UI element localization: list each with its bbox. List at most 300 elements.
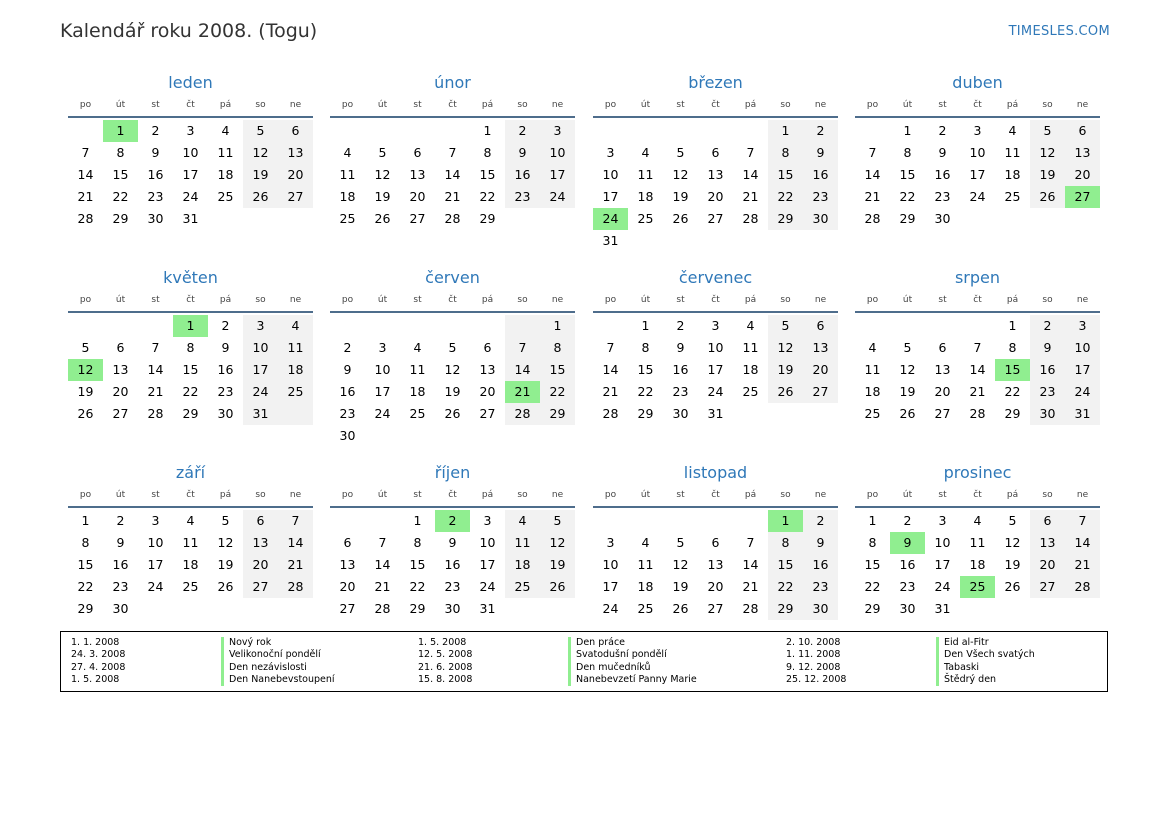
holiday-day: 2 <box>435 510 470 532</box>
calendar-day: 3 <box>378 340 387 355</box>
calendar-day: 15 <box>637 362 654 377</box>
calendar-day: 8 <box>781 145 790 160</box>
calendar-day: 27 <box>287 189 304 204</box>
day-grid <box>68 120 313 252</box>
month-leden <box>68 72 313 252</box>
calendar-day: 15 <box>777 167 794 182</box>
calendar-day: 19 <box>77 384 94 399</box>
weekday-label: po <box>79 100 92 110</box>
calendar-day: 2 <box>903 513 912 528</box>
calendar-day: 23 <box>339 406 356 421</box>
calendar-day: 20 <box>479 384 496 399</box>
calendar-day: 24 <box>182 189 199 204</box>
month-name: září <box>175 463 206 482</box>
calendar-day: 13 <box>252 535 269 550</box>
calendar-day: 8 <box>553 340 562 355</box>
weekday-label: ne <box>814 295 827 305</box>
calendar-day: 29 <box>77 601 94 616</box>
calendar-day: 25 <box>339 211 356 226</box>
calendar-day: 13 <box>339 557 356 572</box>
calendar-day: 19 <box>1039 167 1056 182</box>
holiday-date: 24. 3. 2008 <box>71 649 126 661</box>
month-name: říjen <box>434 463 471 482</box>
calendar-day: 31 <box>707 406 724 421</box>
weekday-label: st <box>676 100 685 110</box>
day-grid <box>330 120 575 252</box>
calendar-day: 17 <box>602 579 619 594</box>
calendar-day: 18 <box>864 384 881 399</box>
holiday-day: 1 <box>103 120 138 142</box>
holiday-date: 9. 12. 2008 <box>786 661 841 673</box>
calendar-day: 9 <box>221 340 230 355</box>
weekday-label: so <box>780 490 791 500</box>
calendar-day: 13 <box>287 145 304 160</box>
holiday-day: 15 <box>995 359 1030 381</box>
calendar-day: 28 <box>969 406 986 421</box>
calendar-day: 31 <box>1074 406 1091 421</box>
month-duben <box>855 72 1100 252</box>
calendar-day: 27 <box>707 211 724 226</box>
calendar-day: 13 <box>934 362 951 377</box>
calendar-day: 14 <box>444 167 461 182</box>
calendar-day: 5 <box>676 145 685 160</box>
calendar-day: 4 <box>413 340 422 355</box>
holiday-name: Štědrý den <box>936 674 996 686</box>
holiday-day: 25 <box>960 576 995 598</box>
calendar-day: 30 <box>339 428 356 443</box>
calendar-day: 8 <box>81 535 90 550</box>
calendar-day: 15 <box>549 362 566 377</box>
weekday-label: st <box>413 490 422 500</box>
calendar-day: 21 <box>742 189 759 204</box>
calendar-day: 28 <box>602 406 619 421</box>
calendar-day: 23 <box>1039 384 1056 399</box>
calendar-day: 21 <box>1074 557 1091 572</box>
calendar-day: 4 <box>641 145 650 160</box>
calendar-day: 11 <box>339 167 356 182</box>
calendar-day: 25 <box>637 601 654 616</box>
month-srpen <box>855 267 1100 447</box>
calendar-day: 5 <box>676 535 685 550</box>
calendar-day: 16 <box>812 557 829 572</box>
weekday-header <box>593 291 838 313</box>
weekday-label: út <box>640 100 651 110</box>
weekday-label: po <box>866 490 879 500</box>
weekday-label: čt <box>711 295 720 305</box>
calendar-day: 6 <box>711 535 720 550</box>
calendar-day: 7 <box>606 340 615 355</box>
calendar-day: 9 <box>676 340 685 355</box>
calendar-day: 13 <box>1074 145 1091 160</box>
calendar-day: 3 <box>256 318 265 333</box>
calendar-day: 30 <box>812 601 829 616</box>
holiday-name: Den práce <box>568 637 625 649</box>
calendar-day: 15 <box>899 167 916 182</box>
calendar-day: 28 <box>1074 579 1091 594</box>
calendar-day: 25 <box>287 384 304 399</box>
weekday-label: st <box>938 100 947 110</box>
calendar-day: 16 <box>147 167 164 182</box>
calendar-day: 1 <box>868 513 877 528</box>
calendar-day: 29 <box>549 406 566 421</box>
calendar-day: 31 <box>934 601 951 616</box>
calendar-day: 14 <box>77 167 94 182</box>
weekday-header <box>330 96 575 118</box>
calendar-day: 14 <box>147 362 164 377</box>
calendar-day: 13 <box>1039 535 1056 550</box>
calendar-day: 9 <box>151 145 160 160</box>
calendar-day: 20 <box>812 362 829 377</box>
calendar-day: 1 <box>553 318 562 333</box>
legend-row <box>418 649 738 661</box>
weekday-label: st <box>676 295 685 305</box>
calendar-day: 15 <box>409 557 426 572</box>
calendar-day: 11 <box>409 362 426 377</box>
calendar-day: 19 <box>672 189 689 204</box>
weekday-label: st <box>938 490 947 500</box>
calendar-day: 17 <box>602 189 619 204</box>
calendar-day: 20 <box>112 384 129 399</box>
calendar-day: 16 <box>1039 362 1056 377</box>
calendar-day: 24 <box>934 579 951 594</box>
calendar-day: 15 <box>77 557 94 572</box>
holiday-legend <box>60 631 1108 692</box>
calendar-day: 11 <box>864 362 881 377</box>
day-grid <box>855 315 1100 447</box>
calendar-day: 21 <box>287 557 304 572</box>
calendar-day: 21 <box>969 384 986 399</box>
day-grid <box>593 510 838 642</box>
calendar-day: 15 <box>479 167 496 182</box>
weekday-header <box>330 486 575 508</box>
weekday-label: so <box>780 100 791 110</box>
brand-link[interactable]: TIMESLES.COM <box>1008 24 1110 39</box>
calendar-day: 1 <box>1008 318 1017 333</box>
holiday-day: 9 <box>890 532 925 554</box>
calendar-day: 17 <box>374 384 391 399</box>
calendar-day: 19 <box>252 167 269 182</box>
calendar-day: 5 <box>553 513 562 528</box>
weekday-header <box>593 486 838 508</box>
weekday-label: pá <box>1006 295 1019 305</box>
day-grid <box>593 120 838 252</box>
calendar-day: 25 <box>409 406 426 421</box>
weekday-label: po <box>79 490 92 500</box>
weekday-header <box>855 291 1100 313</box>
weekday-label: st <box>151 490 160 500</box>
calendar-day: 9 <box>343 362 352 377</box>
weekday-label: po <box>866 295 879 305</box>
legend-row <box>418 637 738 649</box>
calendar-day: 7 <box>868 145 877 160</box>
calendar-day: 23 <box>514 189 531 204</box>
calendar-day: 10 <box>1074 340 1091 355</box>
holiday-date: 21. 6. 2008 <box>418 661 473 673</box>
calendar-day: 11 <box>637 557 654 572</box>
weekday-header <box>68 486 313 508</box>
weekday-label: so <box>517 490 528 500</box>
calendar-day: 22 <box>112 189 129 204</box>
weekday-label: pá <box>219 100 232 110</box>
calendar-day: 3 <box>483 513 492 528</box>
calendar-day: 3 <box>938 513 947 528</box>
calendar-day: 29 <box>777 211 794 226</box>
weekday-label: čt <box>448 100 457 110</box>
calendar-day: 17 <box>252 362 269 377</box>
month-červenec <box>593 267 838 447</box>
calendar-day: 27 <box>707 601 724 616</box>
weekday-label: po <box>341 295 354 305</box>
calendar-day: 19 <box>1004 557 1021 572</box>
calendar-day: 6 <box>343 535 352 550</box>
calendar-day: 5 <box>1043 123 1052 138</box>
legend-column <box>418 637 738 686</box>
calendar-day: 27 <box>1039 579 1056 594</box>
calendar-day: 14 <box>1074 535 1091 550</box>
legend-row <box>71 674 391 686</box>
calendar-day: 5 <box>378 145 387 160</box>
holiday-name: Den Nanebevstoupení <box>221 674 335 686</box>
calendar-day: 19 <box>672 579 689 594</box>
calendar-day: 10 <box>602 557 619 572</box>
calendar-day: 17 <box>147 557 164 572</box>
weekday-label: so <box>1042 295 1053 305</box>
calendar-day: 7 <box>746 145 755 160</box>
calendar-day: 1 <box>903 123 912 138</box>
calendar-day: 25 <box>637 211 654 226</box>
calendar-day: 10 <box>549 145 566 160</box>
weekday-label: čt <box>973 100 982 110</box>
calendar-day: 31 <box>182 211 199 226</box>
holiday-date: 1. 1. 2008 <box>71 637 120 648</box>
calendar-day: 28 <box>514 406 531 421</box>
weekday-header <box>593 96 838 118</box>
calendar-day: 6 <box>816 318 825 333</box>
calendar-day: 20 <box>409 189 426 204</box>
weekday-header <box>330 291 575 313</box>
calendar-day: 28 <box>444 211 461 226</box>
weekday-label: út <box>377 295 388 305</box>
calendar-day: 6 <box>1078 123 1087 138</box>
calendar-day: 7 <box>973 340 982 355</box>
calendar-day: 1 <box>483 123 492 138</box>
calendar-day: 2 <box>816 123 825 138</box>
month-září <box>68 462 313 642</box>
calendar-day: 22 <box>182 384 199 399</box>
calendar-day: 12 <box>1039 145 1056 160</box>
holiday-day: 27 <box>1065 186 1100 208</box>
weekday-header <box>68 291 313 313</box>
weekday-header <box>855 96 1100 118</box>
weekday-label: pá <box>219 295 232 305</box>
calendar-day: 18 <box>1004 167 1021 182</box>
calendar-day: 13 <box>112 362 129 377</box>
calendar-day: 27 <box>339 601 356 616</box>
calendar-day: 7 <box>81 145 90 160</box>
calendar-day: 21 <box>602 384 619 399</box>
calendar-day: 15 <box>864 557 881 572</box>
holiday-day: 12 <box>68 359 103 381</box>
calendar-day: 2 <box>676 318 685 333</box>
holiday-date: 27. 4. 2008 <box>71 661 126 673</box>
month-name: duben <box>952 73 1003 92</box>
calendar-day: 5 <box>448 340 457 355</box>
weekday-label: ne <box>289 490 302 500</box>
holiday-date: 15. 8. 2008 <box>418 673 473 685</box>
calendar-day: 25 <box>1004 189 1021 204</box>
month-říjen <box>330 462 575 642</box>
calendar-day: 2 <box>1043 318 1052 333</box>
calendar-day: 26 <box>252 189 269 204</box>
weekday-label: ne <box>551 100 564 110</box>
calendar-day: 30 <box>444 601 461 616</box>
calendar-day: 11 <box>969 535 986 550</box>
calendar-day: 19 <box>217 557 234 572</box>
calendar-day: 3 <box>711 318 720 333</box>
month-name: srpen <box>954 268 1001 287</box>
calendar-day: 24 <box>1074 384 1091 399</box>
legend-row <box>418 674 738 686</box>
weekday-label: st <box>938 295 947 305</box>
calendar-day: 26 <box>444 406 461 421</box>
weekday-label: út <box>115 100 126 110</box>
calendar-day: 10 <box>147 535 164 550</box>
weekday-label: po <box>604 295 617 305</box>
month-březen <box>593 72 838 252</box>
calendar-day: 12 <box>217 535 234 550</box>
calendar-day: 8 <box>641 340 650 355</box>
calendar-day: 22 <box>479 189 496 204</box>
calendar-day: 19 <box>374 189 391 204</box>
calendar-day: 22 <box>1004 384 1021 399</box>
holiday-name: Nový rok <box>221 637 271 649</box>
calendar-day: 21 <box>444 189 461 204</box>
calendar-day: 11 <box>1004 145 1021 160</box>
calendar-day: 4 <box>973 513 982 528</box>
weekday-label: po <box>79 295 92 305</box>
calendar-day: 22 <box>409 579 426 594</box>
calendar-day: 3 <box>151 513 160 528</box>
holiday-name: Svatodušní pondělí <box>568 649 667 661</box>
calendar-day: 27 <box>812 384 829 399</box>
calendar-day: 7 <box>448 145 457 160</box>
calendar-day: 27 <box>112 406 129 421</box>
calendar-day: 11 <box>182 535 199 550</box>
calendar-day: 11 <box>514 535 531 550</box>
calendar-day: 29 <box>409 601 426 616</box>
weekday-label: pá <box>1006 490 1019 500</box>
calendar-day: 23 <box>934 189 951 204</box>
calendar-day: 7 <box>151 340 160 355</box>
holiday-name: Den mučedníků <box>568 662 650 674</box>
weekday-label: út <box>377 490 388 500</box>
calendar-day: 6 <box>938 340 947 355</box>
calendar-day: 16 <box>514 167 531 182</box>
weekday-label: út <box>902 295 913 305</box>
weekday-label: čt <box>973 295 982 305</box>
calendar-day: 12 <box>672 167 689 182</box>
calendar-day: 6 <box>1043 513 1052 528</box>
month-name: únor <box>434 73 471 92</box>
holiday-date: 25. 12. 2008 <box>786 673 847 685</box>
weekday-label: so <box>517 295 528 305</box>
calendar-day: 28 <box>147 406 164 421</box>
calendar-day: 26 <box>1004 579 1021 594</box>
calendar-day: 14 <box>287 535 304 550</box>
weekday-label: pá <box>744 100 757 110</box>
calendar-day: 23 <box>899 579 916 594</box>
calendar-day: 13 <box>409 167 426 182</box>
calendar-day: 16 <box>899 557 916 572</box>
calendar-day: 14 <box>602 362 619 377</box>
calendar-day: 8 <box>483 145 492 160</box>
weekday-label: ne <box>814 100 827 110</box>
calendar-day: 5 <box>781 318 790 333</box>
calendar-day: 24 <box>549 189 566 204</box>
weekday-label: so <box>780 295 791 305</box>
calendar-day: 22 <box>777 189 794 204</box>
month-únor <box>330 72 575 252</box>
calendar-day: 13 <box>479 362 496 377</box>
calendar-day: 24 <box>147 579 164 594</box>
calendar-day: 20 <box>287 167 304 182</box>
calendar-day: 17 <box>934 557 951 572</box>
calendar-day: 12 <box>374 167 391 182</box>
weekday-label: po <box>604 100 617 110</box>
weekday-label: út <box>115 490 126 500</box>
calendar-day: 5 <box>221 513 230 528</box>
calendar-day: 20 <box>339 579 356 594</box>
calendar-day: 16 <box>217 362 234 377</box>
calendar-day: 29 <box>112 211 129 226</box>
calendar-day: 29 <box>864 601 881 616</box>
weekday-label: st <box>676 490 685 500</box>
month-name: listopad <box>683 463 748 482</box>
calendar-day: 3 <box>606 535 615 550</box>
calendar-day: 13 <box>707 557 724 572</box>
calendar-day: 18 <box>287 362 304 377</box>
weekday-label: ne <box>1076 295 1089 305</box>
calendar-day: 30 <box>899 601 916 616</box>
calendar-day: 4 <box>641 535 650 550</box>
calendar-day: 20 <box>934 384 951 399</box>
calendar-day: 24 <box>602 601 619 616</box>
calendar-day: 4 <box>186 513 195 528</box>
calendar-day: 6 <box>256 513 265 528</box>
calendar-day: 16 <box>672 362 689 377</box>
calendar-day: 21 <box>374 579 391 594</box>
month-name: červenec <box>678 268 753 287</box>
calendar-day: 9 <box>1043 340 1052 355</box>
calendar-day: 9 <box>816 145 825 160</box>
weekday-label: čt <box>186 490 195 500</box>
calendar-day: 6 <box>483 340 492 355</box>
calendar-day: 19 <box>777 362 794 377</box>
calendar-day: 26 <box>672 211 689 226</box>
calendar-day: 3 <box>186 123 195 138</box>
month-květen <box>68 267 313 447</box>
calendar-day: 17 <box>479 557 496 572</box>
calendar-day: 22 <box>77 579 94 594</box>
calendar-day: 26 <box>672 601 689 616</box>
calendar-day: 2 <box>816 513 825 528</box>
weekday-label: po <box>604 490 617 500</box>
calendar-day: 4 <box>1008 123 1017 138</box>
calendar-day: 17 <box>707 362 724 377</box>
holiday-day: 21 <box>505 381 540 403</box>
holiday-date: 1. 5. 2008 <box>71 673 120 685</box>
calendar-day: 25 <box>864 406 881 421</box>
